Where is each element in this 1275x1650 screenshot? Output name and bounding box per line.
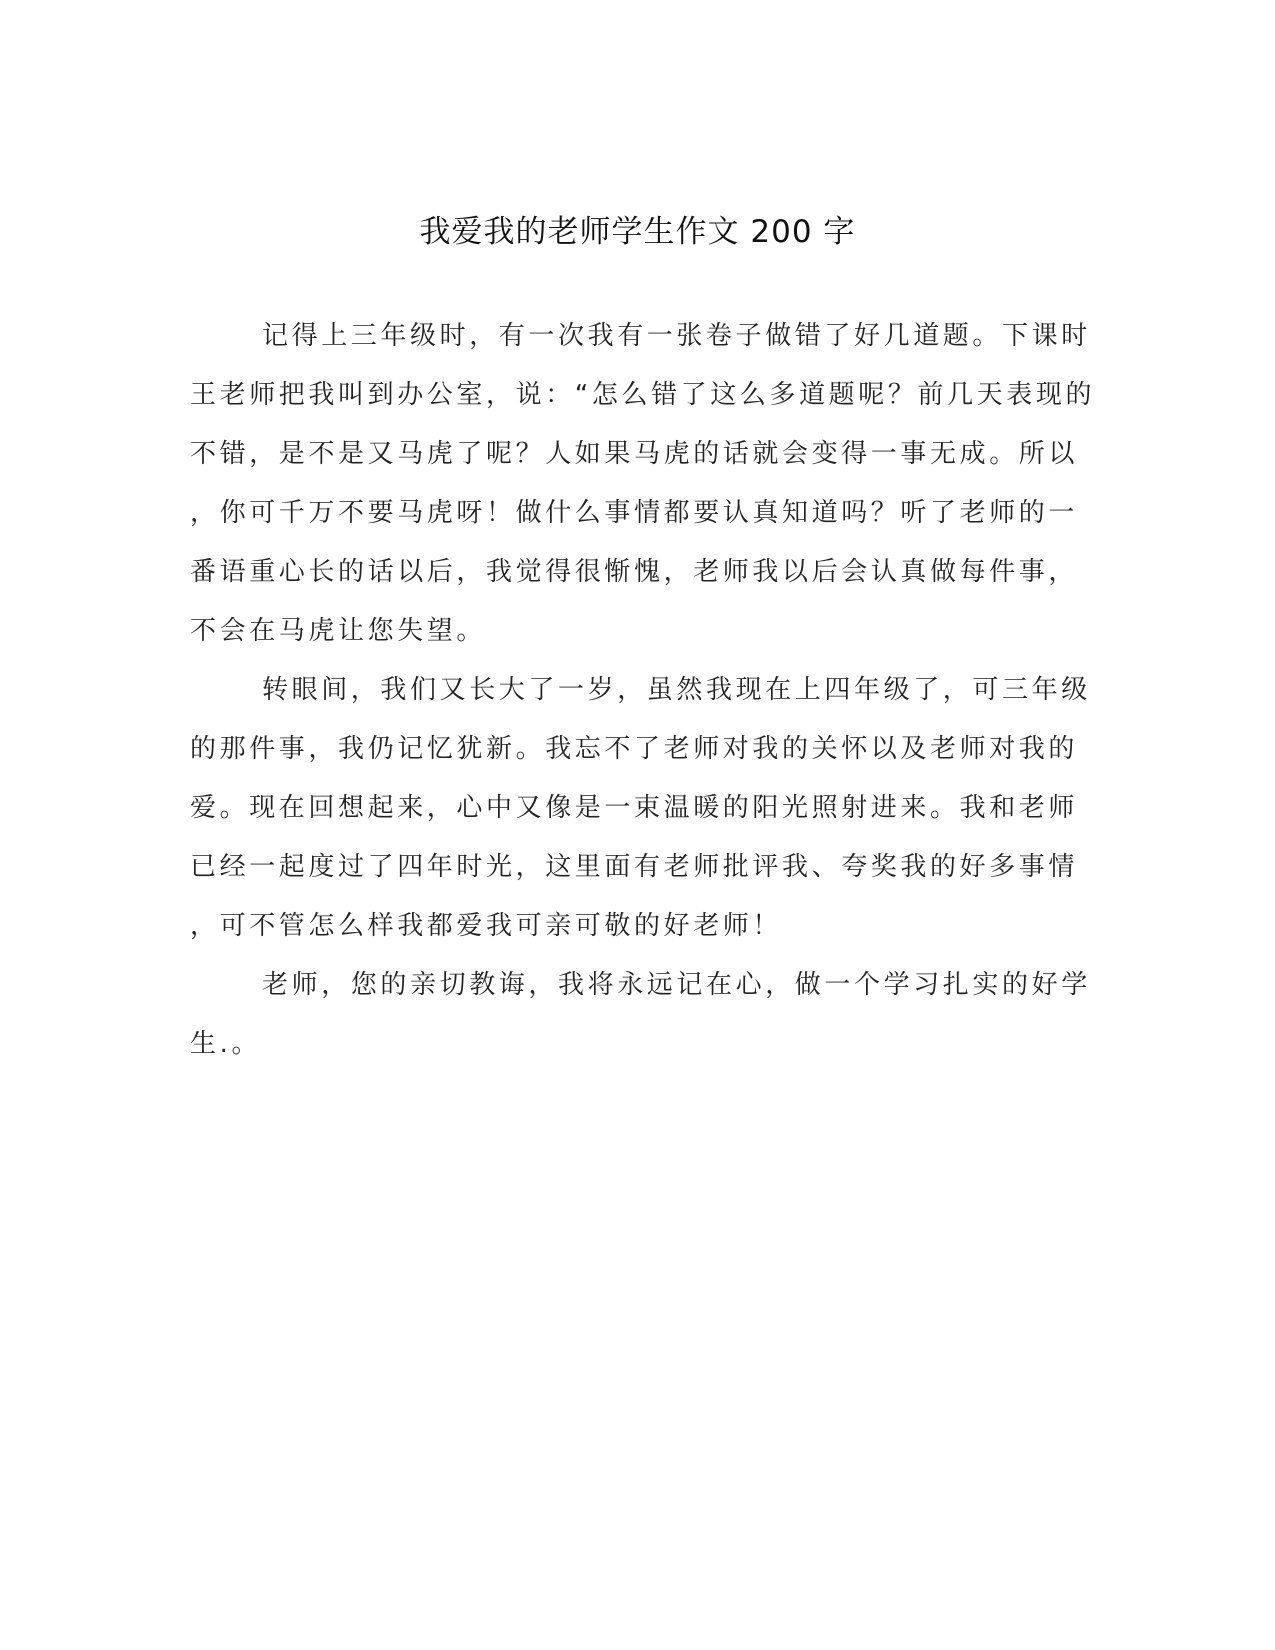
paragraph-1-line-1: 记得上三年级时，有一次我有一张卷子做错了好几道题。下课时	[262, 321, 1091, 351]
document-title: 我爱我的老师学生作文 200 字	[419, 214, 856, 250]
paragraph-1-line-4: ，你可千万不要马虎呀！做什么事情都要认真知道吗？听了老师的一	[190, 498, 1079, 528]
paragraph-2-line-3: 爱。现在回想起来，心中又像是一束温暖的阳光照射进来。我和老师	[190, 793, 1079, 823]
paragraph-1-line-6: 不会在马虎让您失望。	[190, 616, 487, 646]
paragraph-2-line-5: ，可不管怎么样我都爱我可亲可敬的好老师！	[190, 911, 783, 941]
paragraph-2-line-2: 的那件事，我仍记忆犹新。我忘不了老师对我的关怀以及老师对我的	[190, 734, 1079, 764]
paragraph-2-line-1: 转眼间，我们又长大了一岁，虽然我现在上四年级了，可三年级	[262, 675, 1091, 705]
paragraph-1-line-3: 不错，是不是又马虎了呢？人如果马虎的话就会变得一事无成。所以	[190, 439, 1079, 469]
paragraph-3-line-2: 生.。	[190, 1029, 262, 1059]
paragraph-1-line-5: 番语重心长的话以后，我觉得很惭愧，老师我以后会认真做每件事，	[190, 557, 1079, 587]
paragraph-3-line-1: 老师，您的亲切教诲，我将永远记在心，做一个学习扎实的好学	[262, 970, 1091, 1000]
paragraph-1-line-2: 王老师把我叫到办公室，说：“怎么错了这么多道题呢？前几天表现的	[190, 380, 1096, 410]
paragraph-2-line-4: 已经一起度过了四年时光，这里面有老师批评我、夸奖我的好多事情	[190, 852, 1079, 882]
